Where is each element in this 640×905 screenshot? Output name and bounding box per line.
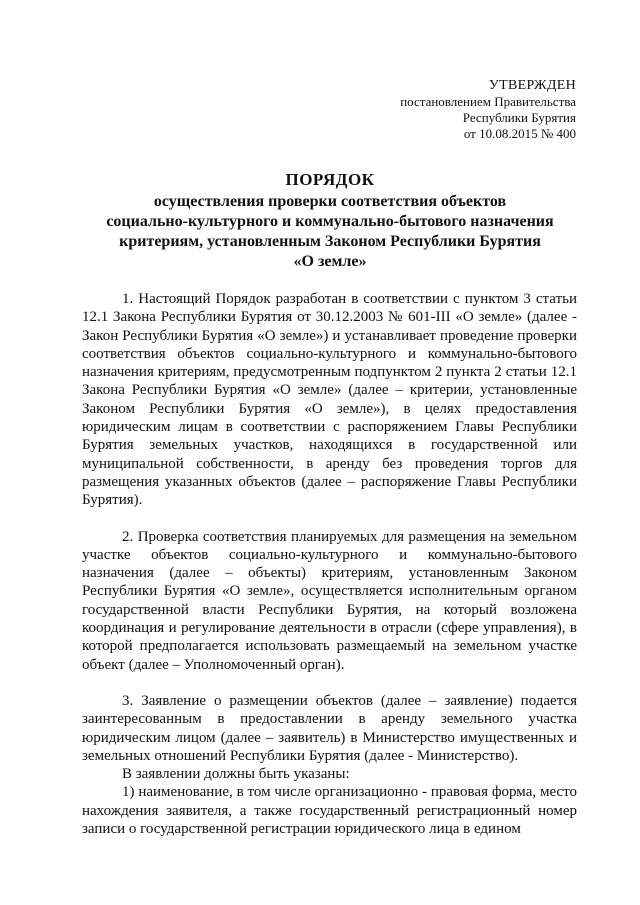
approval-line: постановлением Правительства xyxy=(400,94,576,109)
approval-line: от 10.08.2015 № 400 xyxy=(463,126,576,141)
approval-stamp xyxy=(400,78,576,142)
title-main: ПОРЯДОК xyxy=(285,170,375,189)
paragraph-1: 1. Настоящий Порядок разработан в соответствии с пунктом 3 статьи 12.1 Закона Республики Бурятия от 30.12.2003 № 601-III «О земле» (далее - Закон Республики Бурятия «О земле») и устанавливает проведение проверки соответствия объектов социально-культурного и коммунально-бытового назначения критериям, предусмотренным подпунктом 2 пункта 2 статьи 12.1 Закона Республики Бурятия «О земле» (далее – критерии, установленные Законом Республики Бурятия «О земле»), в целях предоставления юридическим лицам в соответствии с распоряжением Главы Республики Бурятия земельных участков, находящихся в государственной или муниципальной собственности, в аренду без проведения торгов для размещения указанных объектов (далее – распоряжение Главы Республики Бурятия). xyxy=(82,291,577,509)
title-line: «О земле» xyxy=(293,253,367,270)
title-line: осуществления проверки соответствия объектов xyxy=(153,193,507,210)
paragraph-2: 2. Проверка соответствия планируемых для размещения на земельном участке объектов социально-культурного и коммунально-бытового назначения (далее – объекты) критериям, установленным Законом Республики Бурятия «О земле», осуществляется исполнительным органом государственной власти Республики Бурятия, на который возложена координация и регулирование деятельности в отрасли (сфере управления), в которой предполагается использовать размещаемый на земельном участке объект (далее – Уполномоченный орган). xyxy=(82,528,577,673)
title-line: социально-культурного и коммунально-бытового назначения xyxy=(106,213,554,230)
approval-heading: УТВЕРЖДЕН xyxy=(488,78,576,93)
title-line: критериям, установленным Законом Республики Бурятия xyxy=(119,233,541,250)
document-title xyxy=(80,170,580,272)
paragraph-item-1: 1) наименование, в том числе организационно - правовая форма, место нахождения заявителя, а также государственный регистрационный номер записи о государственной регистрации юридического лица в едином xyxy=(82,784,577,838)
paragraph-3: 3. Заявление о размещении объектов (далее – заявление) подается заинтересованным в предоставлении в аренду земельного участка юридическим лицом (далее – заявитель) в Министерство имущественных и земельных отношений Республики Бурятия (далее - Министерство). xyxy=(82,692,577,764)
approval-line: Республики Бурятия xyxy=(462,110,576,125)
paragraph-list-intro: В заявлении должны быть указаны: xyxy=(122,766,350,783)
document-body xyxy=(82,290,577,838)
